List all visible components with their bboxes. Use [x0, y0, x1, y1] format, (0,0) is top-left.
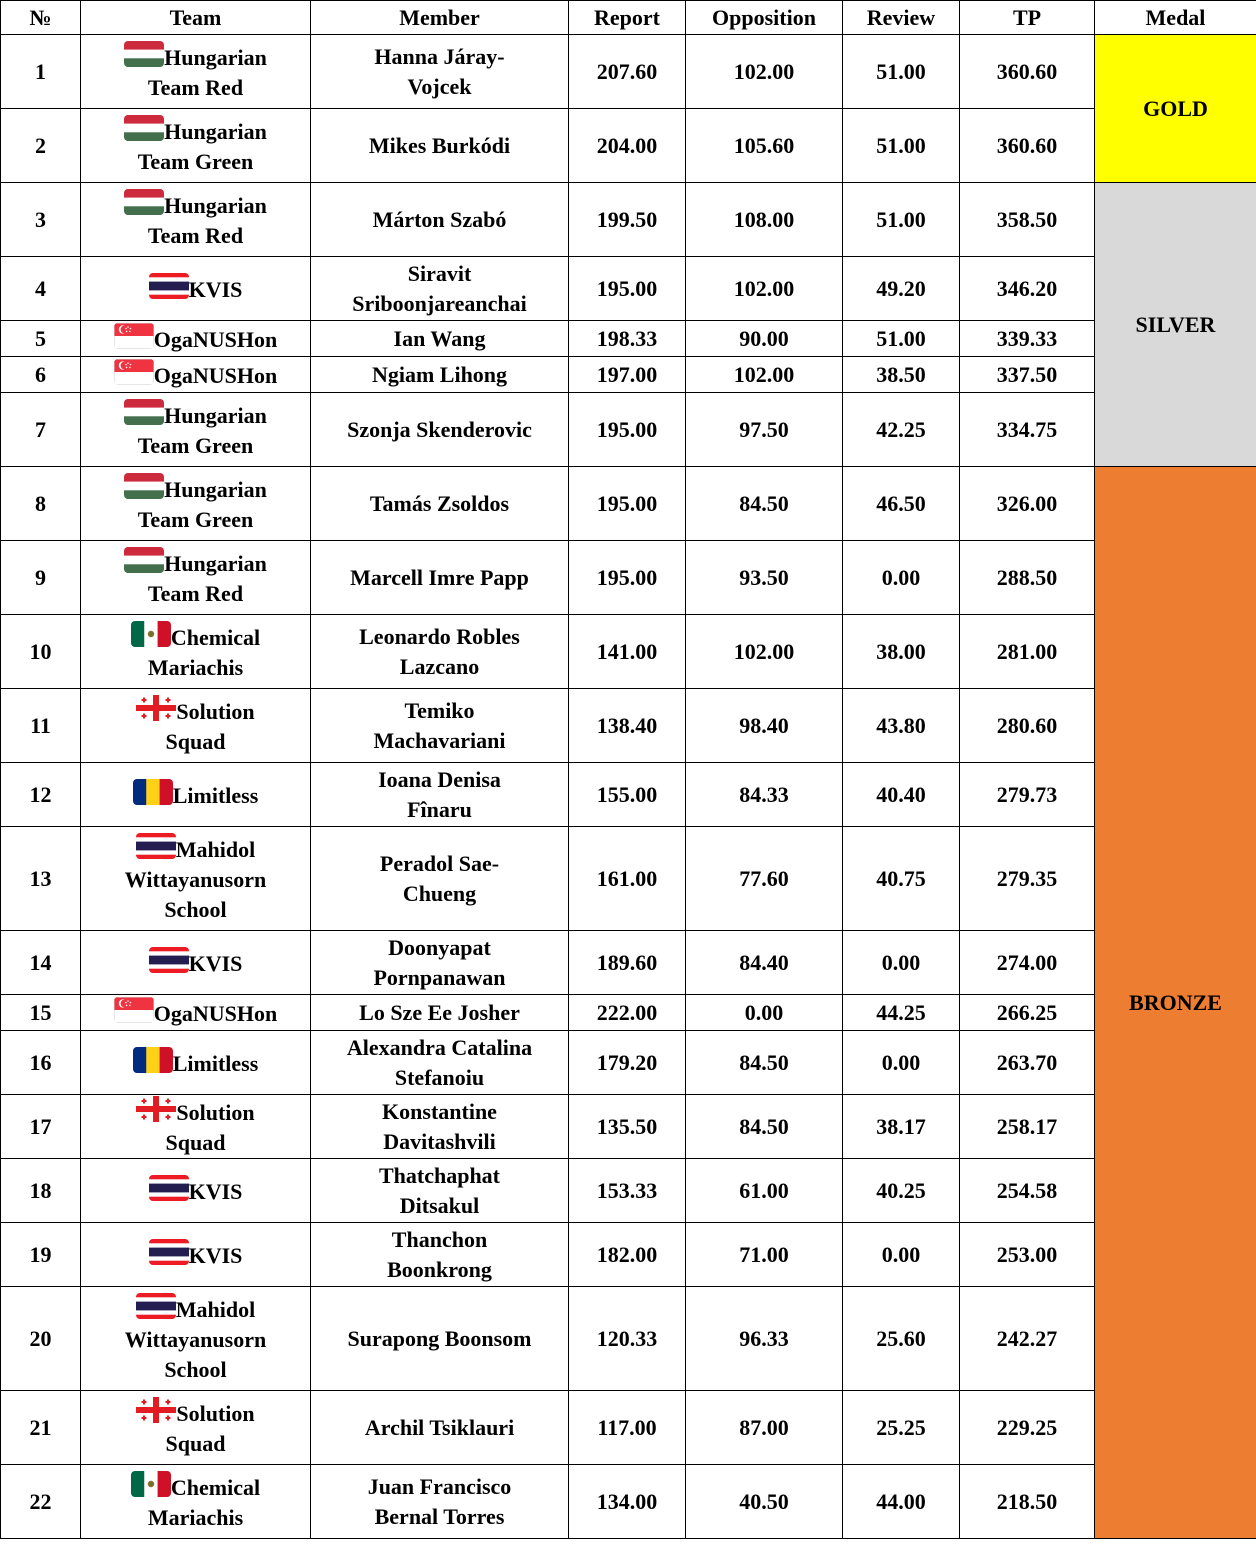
table-row	[1, 763, 1256, 827]
report-cell: 179.20	[569, 1031, 686, 1095]
team-cell	[81, 541, 311, 615]
table-row	[1, 689, 1256, 763]
team-name-line1: Mahidol	[175, 836, 256, 862]
member-name-line1: Thatchaphat	[378, 1162, 501, 1188]
report-cell: 134.00	[569, 1465, 686, 1539]
team-cell	[81, 1391, 311, 1465]
opposition-cell: 87.00	[686, 1391, 843, 1465]
member-cell	[311, 615, 569, 689]
member-name-line1: Siravit	[407, 260, 472, 286]
rank-cell: 3	[1, 183, 81, 257]
table-row	[1, 393, 1256, 467]
team-name-line1: Hungarian	[164, 118, 267, 144]
team-name-line1: OgaNUSHon	[153, 326, 278, 352]
tp-cell: 274.00	[960, 931, 1095, 995]
team-cell	[81, 1223, 311, 1287]
team-name-line2: Team Red	[147, 222, 244, 248]
report-cell: 207.60	[569, 35, 686, 109]
review-cell: 40.40	[843, 763, 960, 827]
rank-cell: 22	[1, 1465, 81, 1539]
team-name-line2: Mariachis	[147, 1504, 244, 1530]
team-name-line1: Hungarian	[164, 476, 267, 502]
team-name-line1: KVIS	[188, 1242, 243, 1268]
rank-cell: 8	[1, 467, 81, 541]
member-cell	[311, 1159, 569, 1223]
mexico-flag-icon	[131, 621, 171, 647]
team-name-line1: Hungarian	[164, 550, 267, 576]
team-name-line2: Team Green	[137, 506, 254, 532]
report-cell: 138.40	[569, 689, 686, 763]
tp-cell: 360.60	[960, 35, 1095, 109]
team-name-line1: Hungarian	[164, 402, 267, 428]
team-name-line1: KVIS	[188, 276, 243, 302]
singapore-flag-icon	[114, 359, 154, 385]
team-name-line1: OgaNUSHon	[153, 1000, 278, 1026]
rank-cell: 10	[1, 615, 81, 689]
team-name-line1: Chemical	[170, 1474, 261, 1500]
opposition-cell: 108.00	[686, 183, 843, 257]
member-cell	[311, 1031, 569, 1095]
team-name-line1: Solution	[176, 1400, 255, 1426]
report-cell: 195.00	[569, 257, 686, 321]
member-cell	[311, 1287, 569, 1391]
team-name-line2: Wittayanusorn	[124, 866, 267, 892]
header-opposition: Opposition	[686, 1, 843, 35]
review-cell: 25.60	[843, 1287, 960, 1391]
member-name-line1: Hanna Járay-	[374, 43, 505, 69]
table-row	[1, 1287, 1256, 1391]
member-name-line2: Stefanoiu	[394, 1064, 485, 1090]
review-cell: 46.50	[843, 467, 960, 541]
member-name-line1: Ngiam Lihong	[371, 361, 508, 387]
team-name-line1: KVIS	[188, 1178, 243, 1204]
member-name-line1: Ian Wang	[393, 325, 486, 351]
team-cell	[81, 321, 311, 357]
opposition-cell: 93.50	[686, 541, 843, 615]
report-cell: 161.00	[569, 827, 686, 931]
review-cell: 44.00	[843, 1465, 960, 1539]
member-name-line2: Bernal Torres	[374, 1503, 505, 1529]
member-name-line2: Lazcano	[399, 653, 480, 679]
report-cell: 195.00	[569, 467, 686, 541]
review-cell: 49.20	[843, 257, 960, 321]
report-cell: 120.33	[569, 1287, 686, 1391]
tp-cell: 253.00	[960, 1223, 1095, 1287]
opposition-cell: 77.60	[686, 827, 843, 931]
medal-gold-cell: GOLD	[1095, 35, 1256, 183]
table-row	[1, 931, 1256, 995]
hungary-flag-icon	[124, 189, 164, 215]
member-name-line1: Juan Francisco	[367, 1473, 512, 1499]
team-name-line2: Squad	[165, 728, 226, 754]
rank-cell: 4	[1, 257, 81, 321]
review-cell: 0.00	[843, 931, 960, 995]
opposition-cell: 102.00	[686, 615, 843, 689]
member-name-line1: Lo Sze Ee Josher	[359, 999, 520, 1025]
opposition-cell: 84.50	[686, 467, 843, 541]
team-name-line1: OgaNUSHon	[153, 362, 278, 388]
opposition-cell: 96.33	[686, 1287, 843, 1391]
mexico-flag-icon	[131, 1471, 171, 1497]
member-cell	[311, 357, 569, 393]
member-cell	[311, 183, 569, 257]
tp-cell: 346.20	[960, 257, 1095, 321]
opposition-cell: 61.00	[686, 1159, 843, 1223]
team-cell	[81, 1095, 311, 1159]
header-member: Member	[311, 1, 569, 35]
report-cell: 222.00	[569, 995, 686, 1031]
opposition-cell: 97.50	[686, 393, 843, 467]
opposition-cell: 0.00	[686, 995, 843, 1031]
rank-cell: 11	[1, 689, 81, 763]
member-cell	[311, 689, 569, 763]
header-report: Report	[569, 1, 686, 35]
thailand-flag-icon	[149, 273, 189, 299]
member-cell	[311, 931, 569, 995]
tp-cell: 279.35	[960, 827, 1095, 931]
rank-cell: 21	[1, 1391, 81, 1465]
member-name-line1: Tamás Zsoldos	[369, 490, 510, 516]
singapore-flag-icon	[114, 997, 154, 1023]
member-cell	[311, 35, 569, 109]
table-row	[1, 1031, 1256, 1095]
team-cell	[81, 467, 311, 541]
review-cell: 40.75	[843, 827, 960, 931]
team-cell	[81, 1287, 311, 1391]
header-num: №	[1, 1, 81, 35]
rank-cell: 5	[1, 321, 81, 357]
tp-cell: 242.27	[960, 1287, 1095, 1391]
member-name-line1: Archil Tsiklauri	[364, 1414, 515, 1440]
report-cell: 135.50	[569, 1095, 686, 1159]
tp-cell: 358.50	[960, 183, 1095, 257]
opposition-cell: 90.00	[686, 321, 843, 357]
opposition-cell: 105.60	[686, 109, 843, 183]
rank-cell: 12	[1, 763, 81, 827]
tp-cell: 360.60	[960, 109, 1095, 183]
team-name-line2: Squad	[165, 1430, 226, 1456]
member-name-line1: Leonardo Robles	[359, 623, 520, 649]
opposition-cell: 84.50	[686, 1095, 843, 1159]
report-cell: 204.00	[569, 109, 686, 183]
rank-cell: 14	[1, 931, 81, 995]
report-cell: 153.33	[569, 1159, 686, 1223]
rank-cell: 17	[1, 1095, 81, 1159]
review-cell: 44.25	[843, 995, 960, 1031]
report-cell: 141.00	[569, 615, 686, 689]
review-cell: 0.00	[843, 1031, 960, 1095]
member-cell	[311, 393, 569, 467]
team-name-line1: Limitless	[172, 782, 259, 808]
member-cell	[311, 1223, 569, 1287]
team-name-line3: School	[164, 1356, 227, 1382]
review-cell: 51.00	[843, 321, 960, 357]
member-name-line2: Chueng	[402, 880, 477, 906]
rank-cell: 6	[1, 357, 81, 393]
table-row	[1, 541, 1256, 615]
thailand-flag-icon	[149, 947, 189, 973]
team-name-line2: Mariachis	[147, 654, 244, 680]
team-name-line2: Wittayanusorn	[124, 1326, 267, 1352]
georgia-flag-icon	[136, 1096, 176, 1122]
member-name-line1: Surapong Boonsom	[347, 1325, 532, 1351]
review-cell: 0.00	[843, 541, 960, 615]
hungary-flag-icon	[124, 399, 164, 425]
report-cell: 195.00	[569, 393, 686, 467]
tp-cell: 218.50	[960, 1465, 1095, 1539]
team-cell	[81, 763, 311, 827]
tp-cell: 337.50	[960, 357, 1095, 393]
header-team: Team	[81, 1, 311, 35]
tp-cell: 263.70	[960, 1031, 1095, 1095]
member-cell	[311, 257, 569, 321]
rank-cell: 13	[1, 827, 81, 931]
review-cell: 40.25	[843, 1159, 960, 1223]
thailand-flag-icon	[136, 833, 176, 859]
member-name-line1: Konstantine	[382, 1098, 497, 1124]
table-row	[1, 1465, 1256, 1539]
team-name-line1: Solution	[176, 698, 255, 724]
table-row	[1, 1159, 1256, 1223]
table-row	[1, 827, 1256, 931]
report-cell: 155.00	[569, 763, 686, 827]
review-cell: 38.50	[843, 357, 960, 393]
romania-flag-icon	[133, 1047, 173, 1073]
team-cell	[81, 109, 311, 183]
tp-cell: 254.58	[960, 1159, 1095, 1223]
team-name-line1: Limitless	[172, 1050, 259, 1076]
header-review: Review	[843, 1, 960, 35]
team-cell	[81, 257, 311, 321]
georgia-flag-icon	[136, 1397, 176, 1423]
table-row	[1, 1223, 1256, 1287]
member-name-line1: Thanchon	[391, 1226, 488, 1252]
member-name-line1: Ioana Denisa	[378, 766, 501, 792]
team-name-line2: Team Red	[147, 74, 244, 100]
report-cell: 198.33	[569, 321, 686, 357]
opposition-cell: 84.40	[686, 931, 843, 995]
team-name-line2: Team Green	[137, 148, 254, 174]
rank-cell: 15	[1, 995, 81, 1031]
member-cell	[311, 827, 569, 931]
tp-cell: 339.33	[960, 321, 1095, 357]
thailand-flag-icon	[149, 1175, 189, 1201]
team-name-line2: Team Red	[147, 580, 244, 606]
opposition-cell: 98.40	[686, 689, 843, 763]
report-cell: 117.00	[569, 1391, 686, 1465]
table-row	[1, 467, 1256, 541]
tp-cell: 280.60	[960, 689, 1095, 763]
table-row	[1, 257, 1256, 321]
rank-cell: 20	[1, 1287, 81, 1391]
table-row	[1, 183, 1256, 257]
review-cell: 25.25	[843, 1391, 960, 1465]
member-name-line2: Sriboonjareanchai	[352, 290, 527, 316]
team-name-line1: Solution	[176, 1099, 255, 1125]
member-cell	[311, 1465, 569, 1539]
tp-cell: 326.00	[960, 467, 1095, 541]
member-name-line2: Davitashvili	[383, 1128, 496, 1154]
team-cell	[81, 995, 311, 1031]
review-cell: 51.00	[843, 183, 960, 257]
team-name-line1: Hungarian	[164, 44, 267, 70]
rank-cell: 19	[1, 1223, 81, 1287]
report-cell: 197.00	[569, 357, 686, 393]
header-tp: TP	[960, 1, 1095, 35]
member-name-line1: Alexandra Catalina	[346, 1034, 533, 1060]
rank-cell: 7	[1, 393, 81, 467]
rank-cell: 1	[1, 35, 81, 109]
tp-cell: 279.73	[960, 763, 1095, 827]
review-cell: 51.00	[843, 109, 960, 183]
member-cell	[311, 1095, 569, 1159]
georgia-flag-icon	[136, 695, 176, 721]
tp-cell: 288.50	[960, 541, 1095, 615]
team-name-line2: Squad	[165, 1129, 226, 1155]
member-name-line1: Marcell Imre Papp	[350, 564, 529, 590]
member-name-line2: Machavariani	[373, 727, 506, 753]
hungary-flag-icon	[124, 115, 164, 141]
opposition-cell: 40.50	[686, 1465, 843, 1539]
singapore-flag-icon	[114, 323, 154, 349]
team-cell	[81, 35, 311, 109]
team-name-line1: KVIS	[188, 950, 243, 976]
report-cell: 199.50	[569, 183, 686, 257]
rank-cell: 18	[1, 1159, 81, 1223]
table-row	[1, 109, 1256, 183]
review-cell: 51.00	[843, 35, 960, 109]
member-name-line1: Temiko	[404, 697, 475, 723]
review-cell: 38.17	[843, 1095, 960, 1159]
member-cell	[311, 109, 569, 183]
hungary-flag-icon	[124, 41, 164, 67]
report-cell: 189.60	[569, 931, 686, 995]
team-cell	[81, 931, 311, 995]
rank-cell: 9	[1, 541, 81, 615]
table-row	[1, 35, 1256, 109]
rank-cell: 16	[1, 1031, 81, 1095]
team-cell	[81, 1465, 311, 1539]
medal-bronze-cell: BRONZE	[1095, 467, 1256, 1539]
opposition-cell: 102.00	[686, 357, 843, 393]
team-cell	[81, 615, 311, 689]
opposition-cell: 71.00	[686, 1223, 843, 1287]
opposition-cell: 84.50	[686, 1031, 843, 1095]
table-row	[1, 357, 1256, 393]
member-name-line2: Fînaru	[407, 796, 472, 822]
hungary-flag-icon	[124, 473, 164, 499]
report-cell: 182.00	[569, 1223, 686, 1287]
table-row	[1, 615, 1256, 689]
member-name-line1: Szonja Skenderovic	[347, 416, 532, 442]
member-name-line2: Vojcek	[407, 73, 472, 99]
team-name-line1: Chemical	[170, 624, 261, 650]
table-row	[1, 321, 1256, 357]
team-cell	[81, 393, 311, 467]
tp-cell: 258.17	[960, 1095, 1095, 1159]
member-name-line2: Pornpanawan	[373, 964, 506, 990]
review-cell: 42.25	[843, 393, 960, 467]
review-cell: 0.00	[843, 1223, 960, 1287]
opposition-cell: 84.33	[686, 763, 843, 827]
team-cell	[81, 357, 311, 393]
review-cell: 43.80	[843, 689, 960, 763]
tp-cell: 266.25	[960, 995, 1095, 1031]
member-cell	[311, 541, 569, 615]
thailand-flag-icon	[149, 1239, 189, 1265]
team-cell	[81, 1031, 311, 1095]
member-cell	[311, 995, 569, 1031]
member-cell	[311, 1391, 569, 1465]
table-row	[1, 1391, 1256, 1465]
header-row	[1, 1, 1256, 35]
opposition-cell: 102.00	[686, 257, 843, 321]
tp-cell: 281.00	[960, 615, 1095, 689]
member-name-line1: Peradol Sae-	[379, 850, 500, 876]
tp-cell: 334.75	[960, 393, 1095, 467]
member-name-line2: Boonkrong	[387, 1256, 492, 1282]
team-name-line1: Mahidol	[175, 1296, 256, 1322]
member-name-line1: Doonyapat	[388, 934, 491, 960]
romania-flag-icon	[133, 779, 173, 805]
table-row	[1, 1095, 1256, 1159]
table-row	[1, 995, 1256, 1031]
member-name-line2: Ditsakul	[399, 1192, 480, 1218]
team-name-line1: Hungarian	[164, 192, 267, 218]
team-name-line3: School	[164, 896, 227, 922]
member-name-line1: Márton Szabó	[372, 206, 507, 232]
medal-silver-cell: SILVER	[1095, 183, 1256, 467]
team-cell	[81, 827, 311, 931]
member-cell	[311, 763, 569, 827]
team-cell	[81, 1159, 311, 1223]
hungary-flag-icon	[124, 547, 164, 573]
team-cell	[81, 183, 311, 257]
rank-cell: 2	[1, 109, 81, 183]
opposition-cell: 102.00	[686, 35, 843, 109]
tp-cell: 229.25	[960, 1391, 1095, 1465]
member-cell	[311, 467, 569, 541]
team-name-line2: Team Green	[137, 432, 254, 458]
team-cell	[81, 689, 311, 763]
report-cell: 195.00	[569, 541, 686, 615]
thailand-flag-icon	[136, 1293, 176, 1319]
review-cell: 38.00	[843, 615, 960, 689]
header-medal: Medal	[1095, 1, 1256, 35]
member-name-line1: Mikes Burkódi	[368, 132, 511, 158]
member-cell	[311, 321, 569, 357]
